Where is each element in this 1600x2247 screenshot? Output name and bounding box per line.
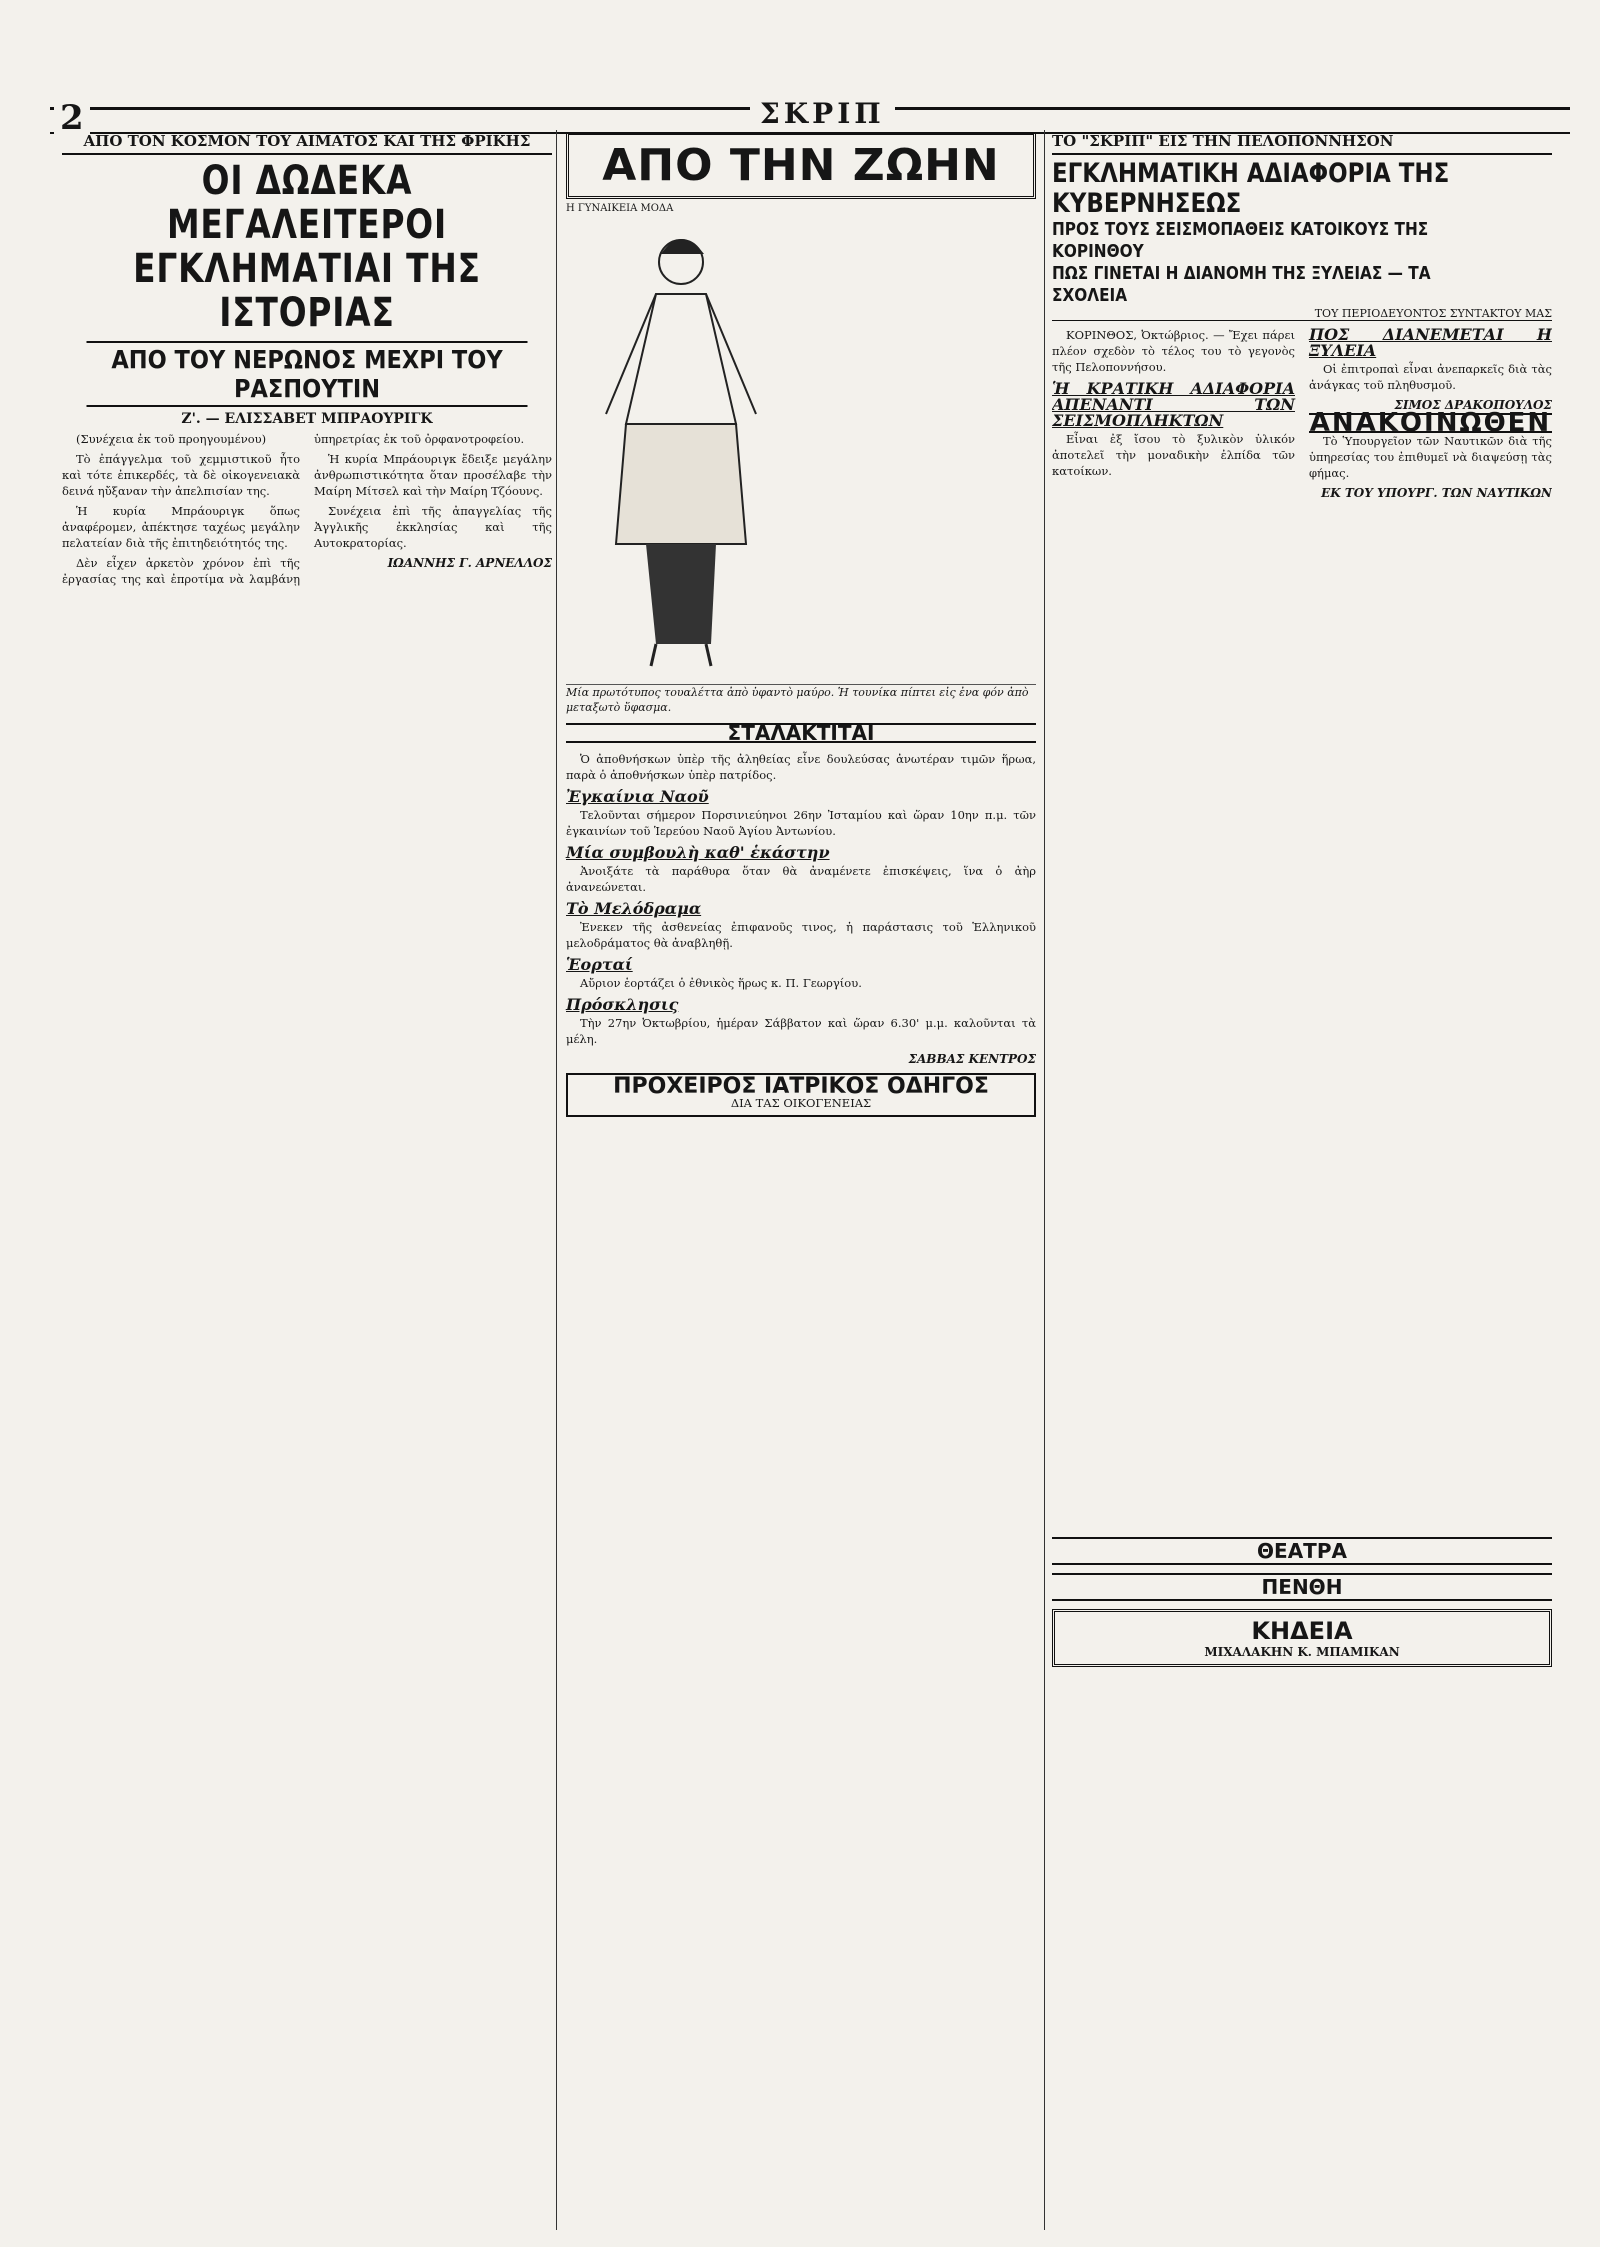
section-heading: ΠΟΣ ΔΙΑΝΕΜΕΤΑΙ Η ΞΥΛΕΙΑ <box>1309 327 1552 360</box>
paragraph: Τελοῦνται σήμερον Πορσινιεύηνοι 26ην Ἰσταμίου καὶ ὥραν 10ην π.μ. τῶν ἐγκαινίων τοῦ Ἱερεύου Ναοῦ Ἀγίου Ἀντωνίου. <box>566 808 1036 838</box>
subheadline: ΑΠΟ ΤΟΥ ΝΕΡΩΝΟΣ ΜΕΧΡΙ ΤΟΥ ΡΑΣΠΟΥΤΙΝ <box>87 341 528 407</box>
fashion-figure-drawing <box>566 214 796 674</box>
right-kicker: ΤΟ "ΣΚΡΙΠ" ΕΙΣ ΤΗΝ ΠΕΛΟΠΟΝΝΗΣΟΝ <box>1052 132 1552 155</box>
right-headline: ΕΓΚΛΗΜΑΤΙΚΗ ΑΔΙΑΦΟΡΙΑ ΤΗΣ ΚΥΒΕΡΝΗΣΕΩΣ <box>1052 158 1450 219</box>
left-kicker: ΑΠΟ ΤΟΝ ΚΟΣΜΟΝ ΤΟΥ ΑΙΜΑΤΟΣ ΚΑΙ ΤΗΣ ΦΡΙΚΗΣ <box>62 132 552 155</box>
paragraph: Εἶναι ἐξ ἴσου τὸ ξυλικὸν ὑλικόν ἀποτελεῖ τὴν μοναδικὴν ἐλπίδα τῶν κατοίκων. <box>1052 432 1295 478</box>
funeral-notice <box>1052 1609 1552 1667</box>
right-headline-2: ΠΡΟΣ ΤΟΥΣ ΣΕΙΣΜΟΠΑΘΕΙΣ ΚΑΤΟΙΚΟΥΣ ΤΗΣ ΚΟΡΙΝΘΟΥ <box>1052 219 1429 262</box>
fashion-label: Η ΓΥΝΑΙΚΕΙΑ ΜΟΔΑ <box>566 203 674 214</box>
section-title: ΑΠΟ ΤΗΝ ΖΩΗΝ <box>602 140 1000 191</box>
ad-title: ΠΡΟΧΕΙΡΟΣ ΙΑΤΡΙΚΟΣ ΟΔΗΓΟΣ <box>613 1074 989 1099</box>
bottom-notices <box>1052 1537 1552 1667</box>
right-headline-3: ΠΩΣ ΓΙΝΕΤΑΙ Η ΔΙΑΝΟΜΗ ΤΗΣ ΞΥΛΕΙΑΣ — ΤΑ ΣΧΟΛΕΙΑ <box>1052 263 1431 306</box>
right-article-body <box>1052 327 1552 1527</box>
right-byline: ΤΟΥ ΠΕΡΙΟΔΕΥΟΝΤΟΣ ΣΥΝΤΑΚΤΟΥ ΜΑΣ <box>1052 307 1552 321</box>
paragraph: (Συνέχεια ἐκ τοῦ προηγουμένου) <box>76 432 267 446</box>
left-article <box>62 132 552 2231</box>
section-heading: Πρόσκλησις <box>566 995 679 1014</box>
funeral-heading: ΚΗΔΕΙΑ <box>1251 1617 1353 1645</box>
paragraph: Συνέχεια ἐπὶ τῆς ἀπαγγελίας τῆς Ἀγγλικῆς ἐκκλησίας καὶ τῆς Αυτοκρατορίας. <box>314 504 552 550</box>
announcement-signature: ΕΚ ΤΟΥ ΥΠΟΥΡΓ. ΤΩΝ ΝΑΥΤΙΚΩΝ <box>1321 486 1552 500</box>
headline-line1: ΟΙ ΔΩΔΕΚΑ ΜΕΓΑΛΕΙΤΕΡΟΙ <box>166 158 448 248</box>
column-rule <box>1044 130 1045 2230</box>
paragraph: Δὲν εἶχεν ἀρκετὸν χρόνον ἐπὶ τῆς ἐργασίας της καὶ ἐπροτίμα νὰ λαμβάνῃ ὑπηρετρίας ἐκ τοῦ ὀρφανοτροφείου. <box>62 432 525 586</box>
section-heading: Ἐγκαίνια Ναοῦ <box>566 787 709 806</box>
paragraph: Τὴν 27ην Ὀκτωβρίου, ἡμέραν Σάββατον καὶ ὥραν 6.30' μ.μ. καλοῦνται τὰ μέλη. <box>566 1016 1036 1046</box>
announcement-heading: ΑΝΑΚΟΙΝΩΘΕΝ <box>1309 408 1552 438</box>
paragraph: Οἱ ἐπιτροπαὶ εἶναι ἀνεπαρκεῖς διὰ τὰς ἀνάγκας τοῦ πληθυσμοῦ. <box>1309 362 1552 392</box>
masthead <box>50 97 1570 138</box>
middle-news <box>566 723 1036 1117</box>
life-section-header <box>566 132 1036 199</box>
fashion-illustration <box>566 214 1036 685</box>
middle-signature: ΣΑΒΒΑΣ ΚΕΝΤΡΟΣ <box>908 1052 1036 1066</box>
doctor-guide-ad <box>566 1073 1036 1117</box>
right-article <box>1052 132 1552 1667</box>
right-signature: ΣΙΜΟΣ ΔΡΑΚΟΠΟΥΛΟΣ <box>1394 398 1552 412</box>
theatres-heading: ΘΕΑΤΡΑ <box>1052 1537 1552 1565</box>
ad-subtitle: ΔΙΑ ΤΑΣ ΟΙΚΟΓΕΝΕΙΑΣ <box>730 1096 872 1110</box>
paragraph: Αὔριον ἑορτάζει ὁ ἐθνικὸς ἥρως κ. Π. Γεωργίου. <box>580 976 862 990</box>
left-article-body <box>62 431 552 2231</box>
section-heading: Τὸ Μελόδραμα <box>566 899 702 918</box>
section-heading: Ἡ ΚΡΑΤΙΚΗ ΑΔΙΑΦΟΡΙΑ ΑΠΕΝΑΝΤΙ ΤΩΝ ΣΕΙΣΜΟΠΛΗΚΤΩΝ <box>1052 379 1295 430</box>
fashion-caption: Μία πρωτότυπος τουαλέττα ἀπὸ ὑφαντὸ μαύρο. Ἡ τουνίκα πίπτει εἰς ἐνα φόν ἀπὸ μεταξωτὸ ὕφασμα. <box>566 686 1029 714</box>
paragraph: Ἐνεκεν τῆς ἀσθενείας ἐπιφανοῦς τινος, ἡ παράστασις τοῦ Ἑλληνικοῦ μελοδράματος θὰ ἀναβληθῇ. <box>566 920 1036 950</box>
paragraph: ΚΟΡΙΝΘΟΣ, Ὀκτώβριος. — Ἔχει πάρει πλέον σχεδὸν τὸ τέλος του τὸ γεγονὸς τῆς Πελοποννήσου. <box>1052 328 1295 374</box>
middle-column <box>566 132 1036 1123</box>
section-heading: Ἑορταί <box>566 955 633 974</box>
paragraph: Τὸ ἐπάγγελμα τοῦ χεμμιστικοῦ ἦτο καὶ τότε ἐπικερδές, τὰ δὲ οἰκογενειακὰ δεινά ηὔξαναν τὴν ἀπελπισίαν της. <box>62 452 300 498</box>
funeral-name: ΜΙΧΑΛΑΚΗΝ Κ. ΜΠΑΜΙΚΑΝ <box>1204 1645 1400 1659</box>
column-rule <box>556 130 557 2230</box>
page-number: 2 <box>54 98 90 138</box>
section-heading: ΣΤΑΛΑΚΤΙΤΑΙ <box>566 723 1036 743</box>
headline-line2: ΕΓΚΛΗΜΑΤΙΑΙ ΤΗΣ ΙΣΤΟΡΙΑΣ <box>133 246 481 336</box>
section-heading: Μία συμβουλὴ καθ' ἑκάστην <box>566 843 830 862</box>
paragraph: Τὸ Ὑπουργεῖον τῶν Ναυτικῶν διὰ τῆς ὑπηρεσίας του ἐπιθυμεῖ νὰ διαψεύσῃ τὰς φήμας. <box>1309 434 1552 480</box>
article-signature: ΙΩΑΝΝΗΣ Γ. ΑΡΝΕΛΛΟΣ <box>387 556 552 570</box>
article-author: Ζ'. — ΕΛΙΣΣΑΒΕΤ ΜΠΡΑΟΥΡΙΓΚ <box>181 411 433 427</box>
paragraph: Ἡ κυρία Μπράουριγκ ὅπως ἀναφέρομεν, ἀπέκτησε ταχέως μεγάλην πελατείαν διὰ τῆς ἐπιτηδειότητός της. <box>62 504 300 550</box>
paragraph: Ὁ ἀποθνήσκων ὑπὲρ τῆς ἀληθείας εἶνε δουλεύσας ἀνωτέραν τιμῶν ἥρωα, παρὰ ὁ ἀποθνήσκων ὑπὲρ πατρίδος. <box>566 752 1036 782</box>
paper-name: ΣΚΡΙΠ <box>750 97 895 130</box>
mourning-heading: ΠΕΝΘΗ <box>1052 1573 1552 1601</box>
paragraph: Ἀνοιξάτε τὰ παράθυρα ὅταν θὰ ἀναμένετε ἐπισκέψεις, ἵνα ὁ ἀὴρ ἀνανεώνεται. <box>566 864 1036 894</box>
paragraph: Ἡ κυρία Μπράουριγκ ἔδειξε μεγάλην ἀνθρωπιστικότητα ὅταν προσέλαβε τὴν Μαίρη Μίτσελ καὶ τὴν Μαίρη Τζόουνς. <box>314 452 552 498</box>
